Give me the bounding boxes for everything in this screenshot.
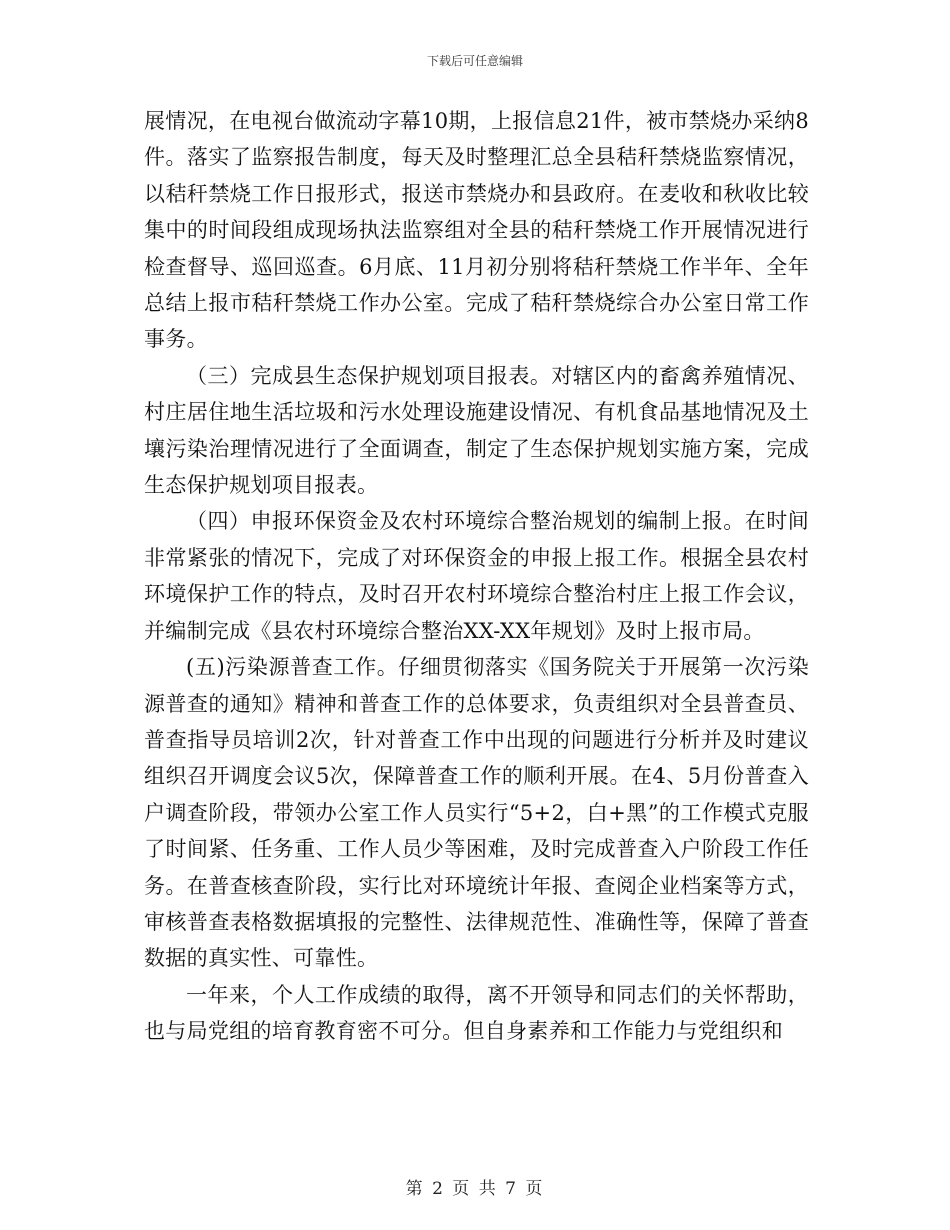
paragraph-summary: 一年来，个人工作成绩的取得，离不开领导和同志们的关怀帮助，也与局党组的培育教育密不可分。但自身素养和工作能力与党组织和 bbox=[144, 982, 809, 1044]
paragraph-section-4: （四）申报环保资金及农村环境综合整治规划的编制上报。在时间非常紧张的情况下，完成了对环保资金的申报上报工作。根据全县农村环境保护工作的特点，及时召开农村环境综合整治村庄上报工作会议，并编制完成《县农村环境综合整治XX-XX年规划》及时上报市局。 bbox=[144, 509, 809, 643]
paragraph-continuation: 展情况，在电视台做流动字幕10期，上报信息21件，被市禁烧办采纳8件。落实了监察报告制度，每天及时整理汇总全县秸秆禁烧监察情况，以秸秆禁烧工作日报形式，报送市禁烧办和县政府。在麦收和秋收比较集中的时间段组成现场执法监察组对全县的秸秆禁烧工作开展情况进行检查督导、巡回巡查。6月底、11月初分别将秸秆禁烧工作半年、全年总结上报市秸秆禁烧工作办公室。完成了秸秆禁烧综合办公室日常工作事务。 bbox=[144, 109, 809, 352]
page-header: 下载后可任意编辑 bbox=[426, 54, 523, 68]
page-number-footer: 第 2 页 共 7 页 bbox=[405, 1179, 545, 1199]
paragraph-section-3: （三）完成县生态保护规划项目报表。对辖区内的畜禽养殖情况、村庄居住地生活垃圾和污水处理设施建设情况、有机食品基地情况及土壤污染治理情况进行了全面调查，制定了生态保护规划实施方案，完成生态保护规划项目报表。 bbox=[144, 363, 809, 498]
document-body bbox=[144, 103, 809, 1050]
paragraph-section-5: (五)污染源普查工作。仔细贯彻落实《国务院关于开展第一次污染源普查的通知》精神和普查工作的总体要求，负责组织对全县普查员、普查指导员培训2次，针对普查工作中出现的问题进行分析并及时建议组织召开调度会议5次，保障普查工作的顺利开展。在4、5月份普查入户调查阶段，带领办公室工作人员实行“5+2，白+黑”的工作模式克服了时间紧、任务重、工作人员少等困难，及时完成普查入户阶段工作任务。在普查核查阶段，实行比对环境统计年报、查阅企业档案等方式，审核普查表格数据填报的完整性、法律规范性、准确性等，保障了普查数据的真实性、可靠性。 bbox=[144, 655, 809, 971]
